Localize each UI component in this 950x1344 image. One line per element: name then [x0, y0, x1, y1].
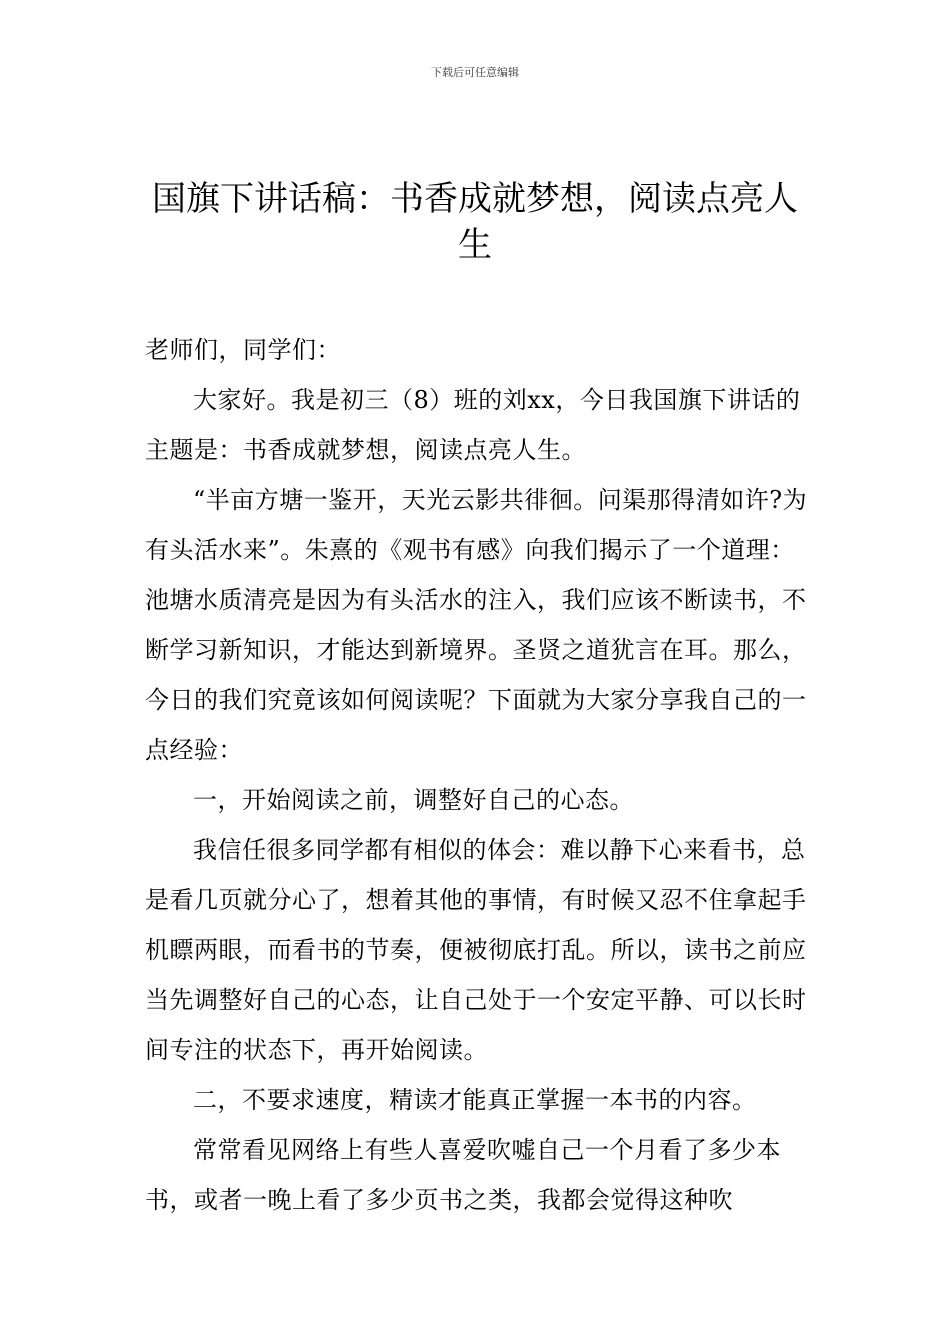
- paragraph-point-two-detail: 常常看见网络上有些人喜爱吹嘘自己一个月看了多少本书，或者一晚上看了多少页书之类，我都会觉得这种吹: [145, 1136, 781, 1214]
- paragraph-greeting: 大家好。我是初三（8）班的刘xx，今日我国旗下讲话的主题是：书香成就梦想，阅读点亮人生。: [145, 386, 801, 464]
- paragraph-poem: “半亩方塘一鉴开，天光云影共徘徊。问渠那得清如许?为有头活水来”。朱熹的《观书有感》向我们揭示了一个道理：池塘水质清亮是因为有头活水的注入，我们应该不断读书，不断学习新知识，才能达到新境界。圣贤之道犹言在耳。那么，今日的我们究竟该如何阅读呢？下面就为大家分享我自己的一点经验：: [145, 486, 808, 764]
- paragraph-point-one-detail: 我信任很多同学都有相似的体会：难以静下心来看书，总是看几页就分心了，想着其他的事情，有时候又忍不住拿起手机瞟两眼，而看书的节奏，便被彻底打乱。所以，读书之前应当先调整好自己的心态，让自己处于一个安定平静、可以长时间专注的状态下，再开始阅读。: [145, 836, 807, 1064]
- document-title: 国旗下讲话稿：书香成就梦想，阅读点亮人生: [152, 179, 798, 265]
- header-note: 下载后可任意编辑: [431, 66, 519, 79]
- paragraph-point-one: 一，开始阅读之前，调整好自己的心态。: [193, 786, 634, 814]
- salutation: 老师们，同学们：: [145, 336, 341, 364]
- paragraph-point-two: 二，不要求速度，精读才能真正掌握一本书的内容。: [193, 1086, 757, 1114]
- document-body: [145, 325, 810, 1225]
